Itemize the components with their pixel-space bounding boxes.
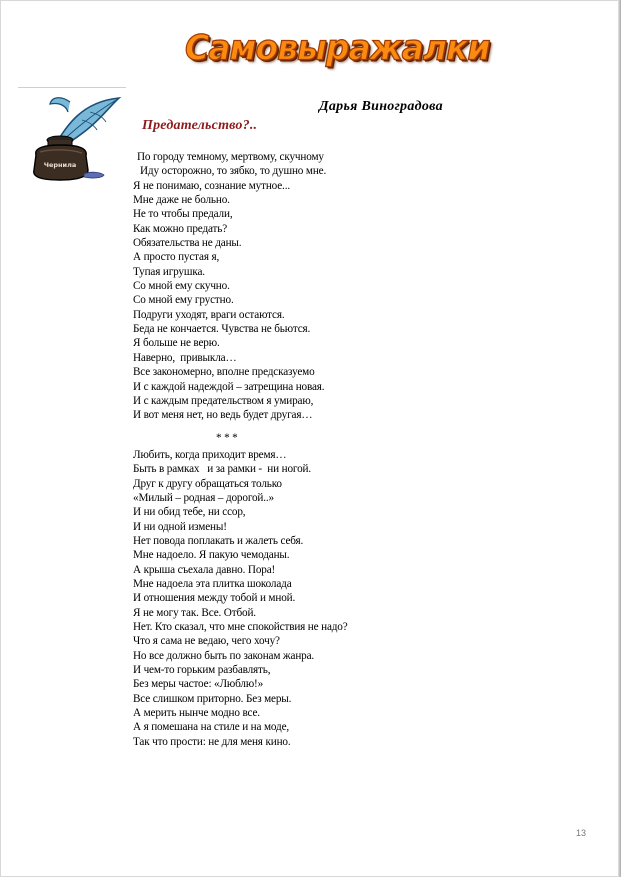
poem-line: Обязательства не даны. (133, 237, 242, 250)
poem-line: Нет. Кто сказал, что мне спокойствия не надо? (133, 621, 348, 633)
poem-line: И чем-то горьким разбавлять, (133, 664, 271, 677)
poem-line: Я не понимаю, сознание мутное... (133, 179, 290, 192)
author-name: Дарья Виноградова (319, 99, 443, 114)
poem-line: Нет повода поплакать и жалеть себя. (133, 534, 304, 547)
poem-line: И ни одной измены! (133, 520, 227, 533)
poem-line: Я не могу так. Все. Отбой. (133, 606, 256, 619)
poem-line: По городу темному, мертвому, скучному (137, 151, 324, 163)
poem-line: Мне надоела эта плитка шоколада (133, 577, 292, 590)
poem-line: И с каждой надеждой – затрещина новая. (133, 380, 325, 393)
poem-line: Беда не кончается. Чувства не бьются. (133, 323, 311, 336)
poem-line: А мерить нынче модно все. (133, 707, 260, 720)
header-divider (18, 87, 126, 88)
poem-line: Быть в рамках и за рамки - ни ногой. (133, 463, 311, 476)
poem-line: И ни обид тебе, ни ссор, (133, 506, 246, 519)
poem-line: Со мной ему грустно. (133, 294, 234, 307)
poem-line: Иду осторожно, то зябко, то душно мне. (140, 165, 327, 178)
poem-line: Все закономерно, вполне предсказуемо (133, 366, 315, 379)
poem-line: Подруги уходят, враги остаются. (133, 308, 285, 321)
poem-title: Предательство?.. (142, 118, 258, 133)
poem-line: Со мной ему скучно. (133, 280, 230, 293)
poem-line: Все слишком приторно. Без меры. (133, 692, 292, 705)
poem-body (133, 150, 453, 749)
poem-line: Наверно, привыкла… (133, 351, 237, 364)
poem-line: Что я сама не ведаю, чего хочу? (133, 635, 280, 648)
stanza-separator: * * * (216, 431, 238, 444)
inkwell-icon (34, 136, 88, 180)
poem-line: И вот меня нет, но ведь будет другая… (133, 409, 313, 422)
poem-line: Мне даже не больно. (133, 194, 230, 207)
inkwell-quill-illustration (22, 92, 122, 182)
poem-line: А крыша съехала давно. Пора! (133, 563, 276, 576)
poem-line: И с каждым предательством я умираю, (133, 394, 314, 407)
poem-line: А я помешана на стиле и на моде, (133, 721, 290, 734)
poem-line: Мне надоело. Я пакую чемоданы. (133, 549, 290, 562)
poem-line: И отношения между тобой и мной. (133, 592, 296, 605)
poem-line: Не то чтобы предали, (133, 208, 233, 221)
section-title-banner: Самовыражалки (185, 27, 490, 68)
poem-line: Так что прости: не для меня кино. (133, 735, 291, 748)
page-number: 13 (576, 828, 587, 838)
poem-line: Как можно предать? (133, 222, 228, 235)
poem-line: Я больше не верю. (133, 337, 220, 350)
poem-line: А просто пустая я, (133, 251, 220, 264)
ink-puddle-icon (84, 172, 104, 178)
poem-line: Но все должно быть по законам жанра. (133, 649, 315, 662)
poem-line: Без меры частое: «Люблю!» (133, 678, 264, 691)
poem-line: Любить, когда приходит время… (133, 448, 287, 461)
inkwell-label: Чернила (43, 161, 77, 169)
poem-line: Друг к другу обращаться только (133, 477, 282, 490)
poem-line: «Милый – родная – дорогой..» (133, 491, 274, 504)
poem-line: Тупая игрушка. (133, 265, 205, 278)
